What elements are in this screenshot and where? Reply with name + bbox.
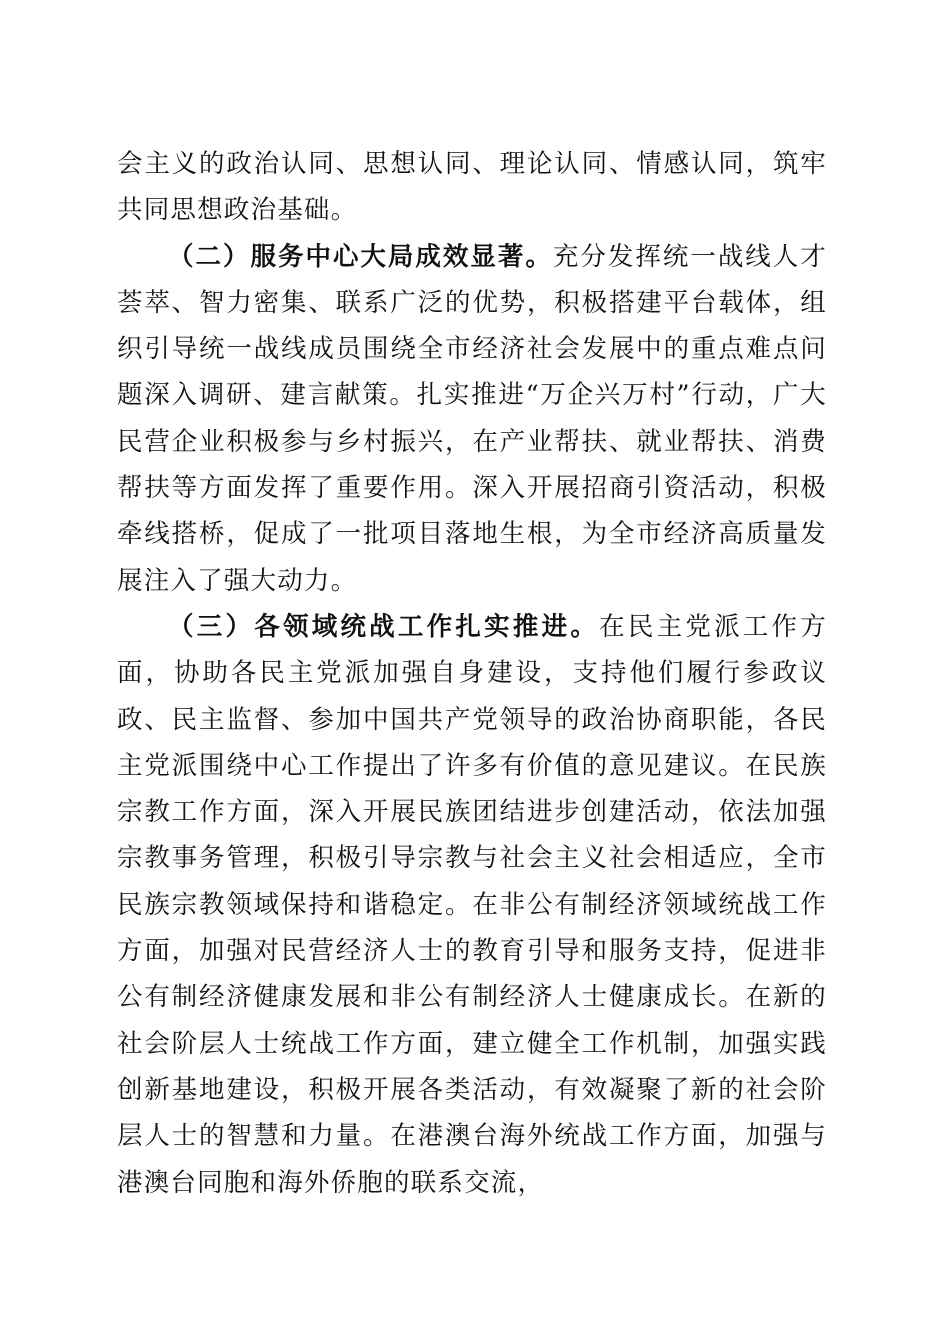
section-heading: （二）服务中心大局成效显著。 — [168, 241, 553, 272]
paragraph-continuation — [117, 141, 827, 234]
paragraph-body: 充分发挥统一战线人才荟萃、智力密集、联系广泛的优势，积极搭建平台载体，组织引导统一战线成员围绕全市经济社会发展中的重点难点问题深入调研、建言献策。扎实推进“万企兴万村”行动，广大民营企业积极参与乡村振兴，在产业帮扶、就业帮扶、消费帮扶等方面发挥了重要作用。深入开展招商引资活动，积极牵线搭桥，促成了一批项目落地生根，为全市经济高质量发展注入了强大动力。 — [117, 241, 827, 596]
section-heading: （三）各领域统战工作扎实推进。 — [168, 611, 600, 642]
paragraph-body: 在民主党派工作方面，协助各民主党派加强自身建设，支持他们履行参政议政、民主监督、参加中国共产党领导的政治协商职能，各民主党派围绕中心工作提出了许多有价值的意见建议。在民族宗教工作方面，深入开展民族团结进步创建活动，依法加强宗教事务管理，积极引导宗教与社会主义社会相适应，全市民族宗教领域保持和谐稳定。在非公有制经济领域统战工作方面，加强对民营经济人士的教育引导和服务支持，促进非公有制经济健康发展和非公有制经济人士健康成长。在新的社会阶层人士统战工作方面，建立健全工作机制，加强实践创新基地建设，积极开展各类活动，有效凝聚了新的社会阶层人士的智慧和力量。在港澳台海外统战工作方面，加强与港澳台同胞和海外侨胞的联系交流， — [117, 611, 827, 1198]
paragraph-section-3 — [117, 604, 827, 1206]
paragraph-section-2 — [117, 234, 827, 604]
paragraph-body: 会主义的政治认同、思想认同、理论认同、情感认同，筑牢共同思想政治基础。 — [117, 149, 827, 226]
document-body — [117, 141, 827, 1206]
